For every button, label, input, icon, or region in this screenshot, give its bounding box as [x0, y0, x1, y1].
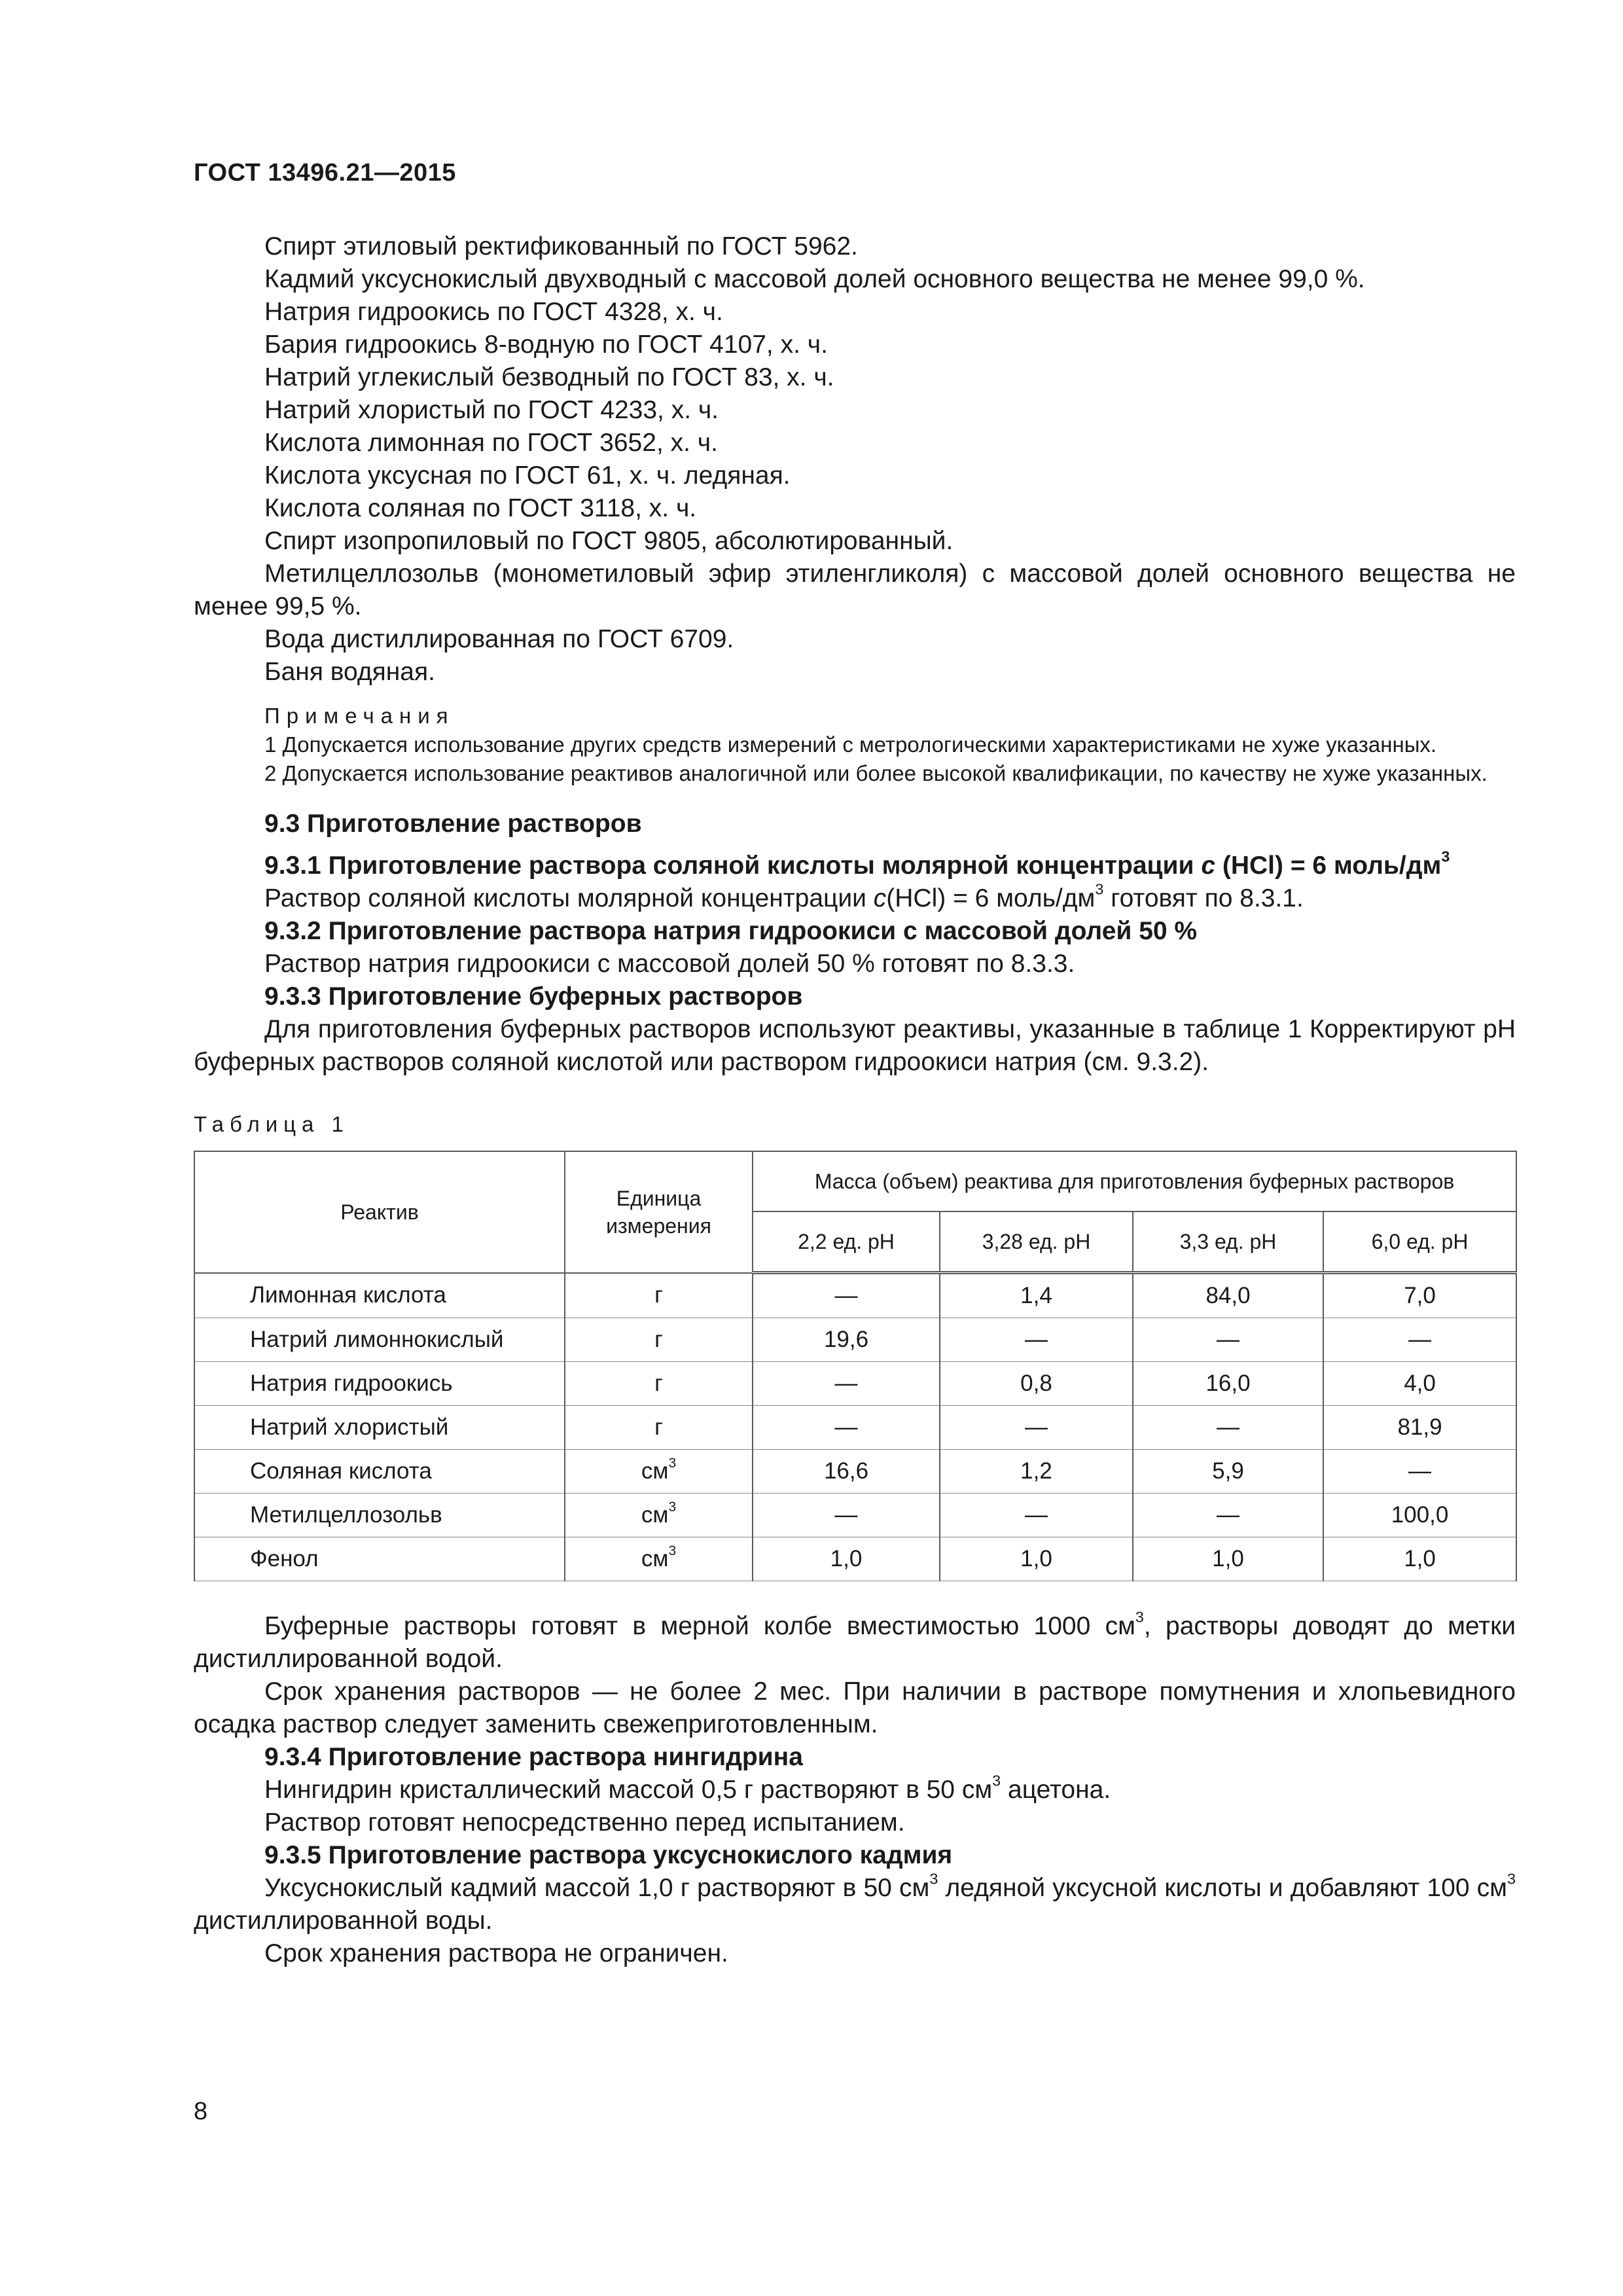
value-cell: — [753, 1362, 940, 1406]
unit-text: г [654, 1282, 663, 1308]
materials-list [194, 230, 1516, 689]
material-item: Бария гидроокись 8-водную по ГОСТ 4107, х. ч. [264, 331, 828, 359]
notes-label: Примечания [264, 704, 455, 728]
value-cell: 1,0 [753, 1537, 940, 1581]
value-cell: 5,9 [1133, 1450, 1323, 1494]
table-row [194, 1362, 1516, 1406]
material-item: Натрия гидроокись по ГОСТ 4328, х. ч. [264, 298, 723, 326]
variable-symbol: c [1201, 852, 1216, 880]
text-run: (HCl) = 6 моль/дм [886, 884, 1096, 912]
section-heading-9-3-1 [194, 850, 1516, 882]
unit-cell [565, 1537, 753, 1581]
value-cell: 81,9 [1323, 1406, 1516, 1450]
value-cell: — [753, 1273, 940, 1318]
buffer-reagents-table [194, 1151, 1517, 1581]
text-run: Раствор соляной кислоты молярной концентрации [264, 884, 874, 912]
section-text-9-3-1 [194, 882, 1516, 915]
value-cell: 84,0 [1133, 1273, 1323, 1318]
value-cell: 1,2 [940, 1450, 1133, 1494]
superscript: 3 [668, 1543, 677, 1559]
value-cell: — [753, 1494, 940, 1537]
table-caption: Таблица 1 [194, 1112, 349, 1136]
superscript: 3 [1441, 848, 1450, 865]
column-header-ph: 6,0 ед. pH [1323, 1211, 1516, 1273]
note-item: 1 Допускается использование других средств измерений с метрологическими характеристиками не хуже указанных. [264, 732, 1437, 757]
page-content [194, 230, 1516, 1970]
text-run: ледяной уксусной кислоты и добавляют 100 см [938, 1874, 1507, 1902]
column-header-unit: Единица измерения [565, 1151, 753, 1273]
buffer-prep-text [194, 1610, 1516, 1676]
section-heading-9-3-5: 9.3.5 Приготовление раствора уксуснокислого кадмия [264, 1841, 953, 1869]
value-cell: — [1323, 1318, 1516, 1362]
storage-text: Срок хранения растворов — не более 2 мес. При наличии в растворе помутнения и хлопьевидного осадка раствор следует заменить свежеприготовленным. [194, 1677, 1516, 1738]
unit-cell [565, 1318, 753, 1362]
section-text-9-3-4 [194, 1774, 1516, 1806]
material-item: Вода дистиллированная по ГОСТ 6709. [264, 625, 734, 653]
superscript: 3 [992, 1772, 1001, 1789]
unit-cell [565, 1362, 753, 1406]
superscript: 3 [1507, 1870, 1516, 1888]
value-cell: 16,6 [753, 1450, 940, 1494]
material-item: Натрий хлористый по ГОСТ 4233, х. ч. [264, 396, 719, 424]
column-header-ph: 3,28 ед. pH [940, 1211, 1133, 1273]
section-heading-9-3-2: 9.3.2 Приготовление раствора натрия гидроокиси с массовой долей 50 % [264, 917, 1198, 945]
text-run: дистиллированной воды. [194, 1907, 493, 1935]
material-item: Кадмий уксуснокислый двухводный с массовой долей основного вещества не менее 99,0 %. [264, 265, 1365, 293]
value-cell: 4,0 [1323, 1362, 1516, 1406]
unit-cell [565, 1450, 753, 1494]
superscript: 3 [929, 1870, 938, 1888]
page-number: 8 [194, 2098, 208, 2125]
text-run: Уксуснокислый кадмий массой 1,0 г растворяют в 50 см [264, 1874, 930, 1902]
material-item: Спирт этиловый ректификованный по ГОСТ 5962. [264, 232, 858, 260]
notes-block [194, 702, 1516, 788]
text-run: Буферные растворы готовят в мерной колбе вместимостью 1000 см [264, 1612, 1135, 1640]
column-header-mass: Масса (объем) реактива для приготовления буферных растворов [753, 1151, 1516, 1211]
text-run: готовят по 8.3.1. [1103, 884, 1304, 912]
value-cell: — [940, 1406, 1133, 1450]
material-item: Спирт изопропиловый по ГОСТ 9805, абсолютированный. [264, 527, 954, 555]
superscript: 3 [668, 1499, 677, 1515]
value-cell: 100,0 [1323, 1494, 1516, 1537]
section-text-9-3-3: Для приготовления буферных растворов используют реактивы, указанные в таблице 1 Корректируют pH буферных растворов соляной кислотой или раствором гидроокиси натрия (см. 9.3.2). [194, 1015, 1516, 1076]
value-cell: 1,0 [1133, 1537, 1323, 1581]
reagent-name-cell: Натрий хлористый [194, 1406, 565, 1450]
material-item: Кислота соляная по ГОСТ 3118, х. ч. [264, 494, 697, 522]
variable-symbol: c [873, 884, 887, 912]
value-cell: 1,0 [1323, 1537, 1516, 1581]
value-cell: — [1133, 1318, 1323, 1362]
value-cell: — [1133, 1494, 1323, 1537]
unit-text: см [641, 1546, 669, 1571]
superscript: 3 [1135, 1608, 1144, 1626]
unit-cell [565, 1494, 753, 1537]
section-text-9-3-5: Срок хранения раствора не ограничен. [264, 1939, 728, 1967]
value-cell: 1,4 [940, 1273, 1133, 1318]
material-item: Метилцеллозольв (монометиловый эфир этиленгликоля) с массовой долей основного вещества не менее 99,5 %. [194, 560, 1516, 620]
value-cell: — [1133, 1406, 1323, 1450]
value-cell: 7,0 [1323, 1273, 1516, 1318]
unit-text: г [654, 1327, 663, 1352]
text-run: ацетона. [1001, 1776, 1111, 1804]
value-cell: — [940, 1318, 1133, 1362]
section-heading-9-3-4: 9.3.4 Приготовление раствора нингидрина [264, 1743, 803, 1771]
value-cell: 1,0 [940, 1537, 1133, 1581]
column-header-ph: 2,2 ед. pH [753, 1211, 940, 1273]
value-cell: — [1323, 1450, 1516, 1494]
reagent-name-cell: Лимонная кислота [194, 1273, 565, 1318]
table-body [194, 1273, 1516, 1581]
unit-text: г [654, 1414, 663, 1440]
unit-cell [565, 1406, 753, 1450]
unit-text: см [641, 1502, 669, 1528]
superscript: 3 [668, 1456, 677, 1471]
table-row [194, 1494, 1516, 1537]
table-row [194, 1406, 1516, 1450]
superscript: 3 [1095, 880, 1104, 898]
note-item: 2 Допускается использование реактивов аналогичной или более высокой квалификации, по качеству не хуже указанных. [264, 761, 1488, 785]
table-row [194, 1318, 1516, 1362]
document-header: ГОСТ 13496.21—2015 [194, 159, 456, 187]
section-text-9-3-5 [194, 1872, 1516, 1937]
section-text-9-3-2: Раствор натрия гидроокиси с массовой долей 50 % готовят по 8.3.3. [264, 950, 1075, 978]
table-row [194, 1450, 1516, 1494]
text-run: , растворы доводят до метки дистиллированной водой. [194, 1612, 1516, 1673]
column-header-ph: 3,3 ед. pH [1133, 1211, 1323, 1273]
reagent-name-cell: Натрия гидроокись [194, 1362, 565, 1406]
table-row [194, 1273, 1516, 1318]
reagent-name-cell: Натрий лимоннокислый [194, 1318, 565, 1362]
material-item: Натрий углекислый безводный по ГОСТ 83, х. ч. [264, 363, 834, 391]
reagent-name-cell: Фенол [194, 1537, 565, 1581]
value-cell: 16,0 [1133, 1362, 1323, 1406]
column-header-reagent: Реактив [194, 1151, 565, 1273]
section-text-9-3-4: Раствор готовят непосредственно перед испытанием. [264, 1808, 905, 1837]
section-heading-9-3-3: 9.3.3 Приготовление буферных растворов [264, 982, 803, 1011]
unit-text: см [641, 1458, 669, 1484]
section-heading-9-3: 9.3 Приготовление растворов [264, 810, 642, 838]
table-row [194, 1537, 1516, 1581]
text-run: Нингидрин кристаллический массой 0,5 г растворяют в 50 см [264, 1776, 993, 1804]
unit-text: г [654, 1371, 663, 1396]
material-item: Кислота лимонная по ГОСТ 3652, х. ч. [264, 429, 718, 457]
value-cell: — [753, 1406, 940, 1450]
material-item: Кислота уксусная по ГОСТ 61, х. ч. ледяная. [264, 461, 791, 490]
value-cell: 0,8 [940, 1362, 1133, 1406]
heading-text: 9.3.1 Приготовление раствора соляной кислоты молярной концентрации [264, 852, 1202, 880]
reagent-name-cell: Метилцеллозольв [194, 1494, 565, 1537]
value-cell: 19,6 [753, 1318, 940, 1362]
heading-text: (HCl) = 6 моль/дм [1215, 852, 1442, 880]
value-cell: — [940, 1494, 1133, 1537]
unit-cell [565, 1273, 753, 1318]
material-item: Баня водяная. [264, 658, 435, 686]
reagent-name-cell: Соляная кислота [194, 1450, 565, 1494]
